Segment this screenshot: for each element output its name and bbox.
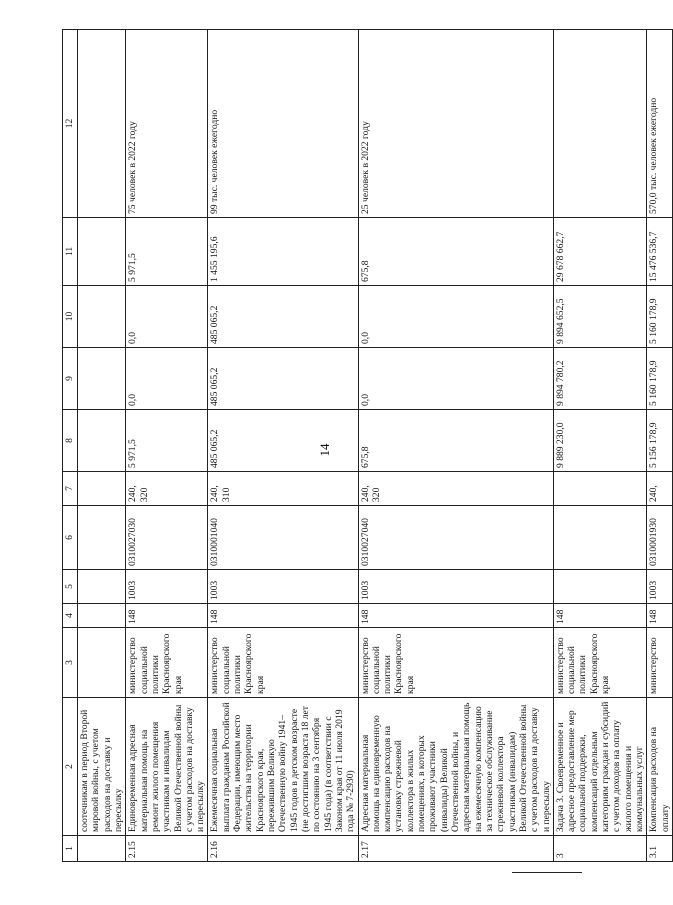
result-cell: 570,0 тыс. человек ежегодно [647,30,673,218]
total-cell: 5 971,5 [126,218,208,286]
section-cell [553,570,647,604]
target-code-cell [78,506,126,570]
target-code-cell: 0310027040 [358,506,553,570]
result-cell: 99 тыс. человек ежегодно [208,30,358,218]
row-number-cell: 3 [553,836,647,862]
result-cell [553,30,647,218]
target-code-cell [553,506,647,570]
row-number-cell: 3.1 [647,836,673,862]
total-cell: 15 476 536,7 [647,218,673,286]
amount-cell: 5 160 178,9 [647,348,673,410]
code-cell [78,604,126,628]
header-cell: 10 [63,286,78,348]
total-cell [78,218,126,286]
header-cell: 4 [63,604,78,628]
target-code-cell: 0310001930 [647,506,673,570]
amount-cell: 5 971,5 [126,410,208,472]
header-cell: 6 [63,506,78,570]
table-row [78,30,126,862]
table-row [126,30,208,862]
row-number-cell: 2.16 [208,836,358,862]
section-cell [78,570,126,604]
amount-cell [78,410,126,472]
row-number-cell: 2.15 [126,836,208,862]
expense-type-cell: 240, 310 [208,472,358,506]
result-cell: 25 человек в 2022 году [358,30,553,218]
amount-cell [78,286,126,348]
name-cell: Компенсация расходов на оплату [647,698,673,836]
header-cell: 5 [63,570,78,604]
name-cell: соотечникам в период Второй мировой войны, с учетом расходов на доставку и пересылку [78,698,126,836]
code-cell: 148 [126,604,208,628]
expense-type-cell: 240, [647,472,673,506]
section-cell: 1003 [647,570,673,604]
amount-cell [78,348,126,410]
agency-cell [78,628,126,698]
code-cell: 148 [358,604,553,628]
header-cell: 1 [63,836,78,862]
result-cell [78,30,126,218]
section-cell: 1003 [208,570,358,604]
amount-cell: 485 065,2 [208,286,358,348]
result-cell: 75 человек в 2022 году [126,30,208,218]
amount-cell: 9 894 780,2 [553,348,647,410]
amount-cell: 485 065,2 [208,410,358,472]
program-table [62,29,673,862]
amount-cell: 5 156 178,9 [647,410,673,472]
name-cell: Задача 3. Своевременное и адресное предоставление мер социальной поддержки, компенсаций отдельным категориям граждан и субсидий с учетом доходов на оплату жилого помещения и коммунальных услуг [553,698,647,836]
amount-cell: 485 065,2 [208,348,358,410]
header-cell: 3 [63,628,78,698]
code-cell: 148 [208,604,358,628]
header-cell: 11 [63,218,78,286]
section-cell: 1003 [358,570,553,604]
header-cell: 12 [63,30,78,218]
table-row [358,30,553,862]
target-code-cell: 0310001040 [208,506,358,570]
code-cell: 148 [647,604,673,628]
rotated-table [62,30,671,862]
amount-cell: 5 160 178,9 [647,286,673,348]
rotated-table-container [62,30,671,862]
page-number: 14 [317,443,332,457]
total-cell: 29 678 662,7 [553,218,647,286]
bottom-divider [512,872,582,873]
agency-cell: министерство социальной политики Красноярского края [126,628,208,698]
name-cell: Адресная материальная помощь на единовременную компенсацию расходов на установку стрежневой коллектора в жилых помещениях, в которых проживают участники (инвалиды) Великой Отечественной войны, и адресная материальная помощь на ежемесячную компенсацию за техническое обслуживание стрежневой коллектора участникам (инвалидам) Великой Отечественной войны с учетом расходов на доставку и пересылку [358,698,553,836]
total-cell: 1 455 195,6 [208,218,358,286]
agency-cell: министерство социальной политики Красноярского края [358,628,553,698]
amount-cell: 0,0 [126,348,208,410]
row-number-cell: 2.17 [358,836,553,862]
header-cell: 2 [63,698,78,836]
amount-cell: 9 889 230,0 [553,410,647,472]
table-row [647,30,673,862]
header-cell: 9 [63,348,78,410]
name-cell: Ежемесячная социальная выплата гражданам Российской Федерации, имеющим место жительства на территории Красноярского края, пережившим Великую Отечественную войну 1941–1945 годов в детском возрасте (не достигшим возраста 18 лет по состоянию на 3 сентября 1945 года) (в соответствии с Законом края от 11 июля 2019 года № 7-2930) [208,698,358,836]
amount-cell: 0,0 [126,286,208,348]
header-row [63,30,78,862]
agency-cell: министерство социальной политики Красноярского края [208,628,358,698]
expense-type-cell: 240, 320 [126,472,208,506]
section-cell: 1003 [126,570,208,604]
target-code-cell: 0310027030 [126,506,208,570]
amount-cell: 675,8 [358,410,553,472]
table-row [553,30,647,862]
expense-type-cell [78,472,126,506]
expense-type-cell: 240, 320 [358,472,553,506]
header-cell: 8 [63,410,78,472]
agency-cell: министерство социальной политики Красноярского края [553,628,647,698]
code-cell: 148 [553,604,647,628]
amount-cell: 9 894 652,5 [553,286,647,348]
agency-cell: министерство [647,628,673,698]
table-row [208,30,358,862]
amount-cell: 0,0 [358,348,553,410]
amount-cell: 0,0 [358,286,553,348]
header-cell: 7 [63,472,78,506]
name-cell: Единовременная адресная материальная помощь на ремонт жилого помещения участникам и инвалидам Великой Отечественной войны с учетом расходов на доставку и пересылку [126,698,208,836]
row-number-cell [78,836,126,862]
expense-type-cell [553,472,647,506]
total-cell: 675,8 [358,218,553,286]
